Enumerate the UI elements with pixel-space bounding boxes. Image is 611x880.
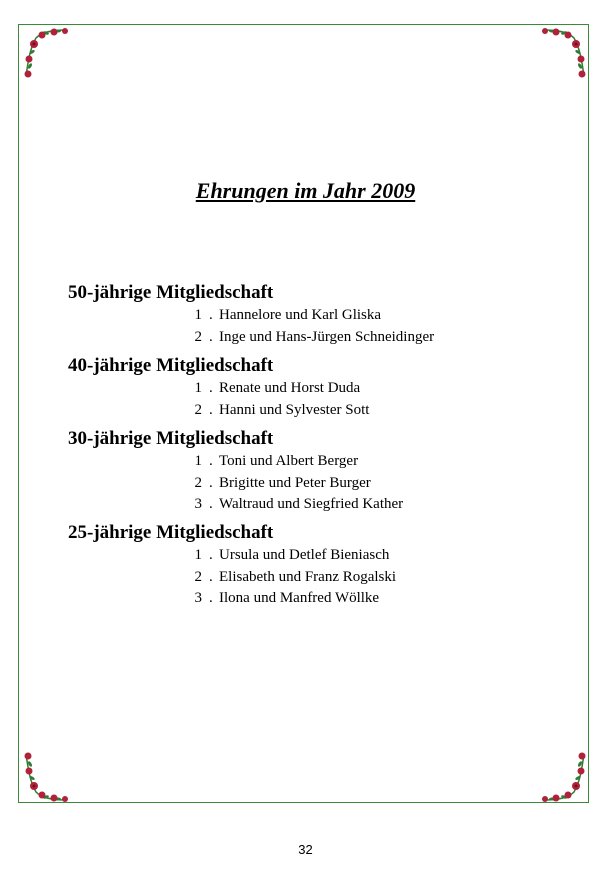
honoree-entry [68,327,588,349]
page-number: 32 [298,842,313,857]
rose-garland-icon [540,748,588,804]
garland-shape [25,753,69,803]
entry-separator: . [209,474,213,491]
entry-separator: . [209,307,213,323]
entry-number: 3 [194,496,202,512]
page-title: Ehrungen im Jahr 2009 [195,178,416,203]
rose-garland-icon [540,26,588,82]
section-30-years [68,426,588,516]
honoree-entry [68,588,588,610]
entry-separator: . [209,380,213,396]
honoree-entry [68,305,588,327]
entry-separator: . [209,401,213,418]
honoree-entry [68,378,588,400]
entry-number: 1 [194,453,202,469]
honoree-entry [68,494,588,516]
entry-name: Ilona und Manfred Wöllke [219,590,380,606]
entry-number: 2 [194,328,202,345]
garland-shape [542,753,586,803]
section-heading: 30-jährige Mitgliedschaft [68,428,274,449]
honoree-entry [68,567,588,589]
rose-garland-icon [22,748,70,804]
entry-name: Ursula und Detlef Bieniasch [219,547,390,563]
section-40-years [68,353,588,421]
garland-shape [542,28,586,78]
entry-name: Hanni und Sylvester Sott [219,401,370,418]
entry-separator: . [209,328,213,345]
entry-number: 1 [194,380,202,396]
entry-separator: . [209,590,213,606]
section-50-years [68,280,588,348]
entry-separator: . [209,547,213,563]
entry-name: Renate und Horst Duda [219,380,361,396]
section-25-years [68,520,588,610]
honoree-entry [68,400,588,422]
rose-garland-icon [22,26,70,82]
section-heading: 50-jährige Mitgliedschaft [68,282,274,303]
entry-name: Waltraud und Siegfried Kather [219,496,404,512]
entry-number: 2 [194,568,202,585]
section-heading: 25-jährige Mitgliedschaft [68,522,274,543]
entry-name: Brigitte und Peter Burger [219,474,371,491]
entry-separator: . [209,568,213,585]
entry-number: 1 [194,547,202,563]
entry-number: 2 [194,401,202,418]
section-heading: 40-jährige Mitgliedschaft [68,355,274,376]
entry-number: 2 [194,474,202,491]
garland-shape [25,28,69,78]
entry-separator: . [209,453,213,469]
entry-name: Toni und Albert Berger [219,453,359,469]
entry-number: 3 [194,590,202,606]
entry-number: 1 [194,307,202,323]
entry-name: Inge und Hans-Jürgen Schneidinger [219,328,435,345]
honoree-entry [68,473,588,495]
entry-name: Elisabeth und Franz Rogalski [219,568,397,585]
entry-name: Hannelore und Karl Gliska [219,307,382,323]
honoree-entry [68,545,588,567]
entry-separator: . [209,496,213,512]
honoree-entry [68,451,588,473]
